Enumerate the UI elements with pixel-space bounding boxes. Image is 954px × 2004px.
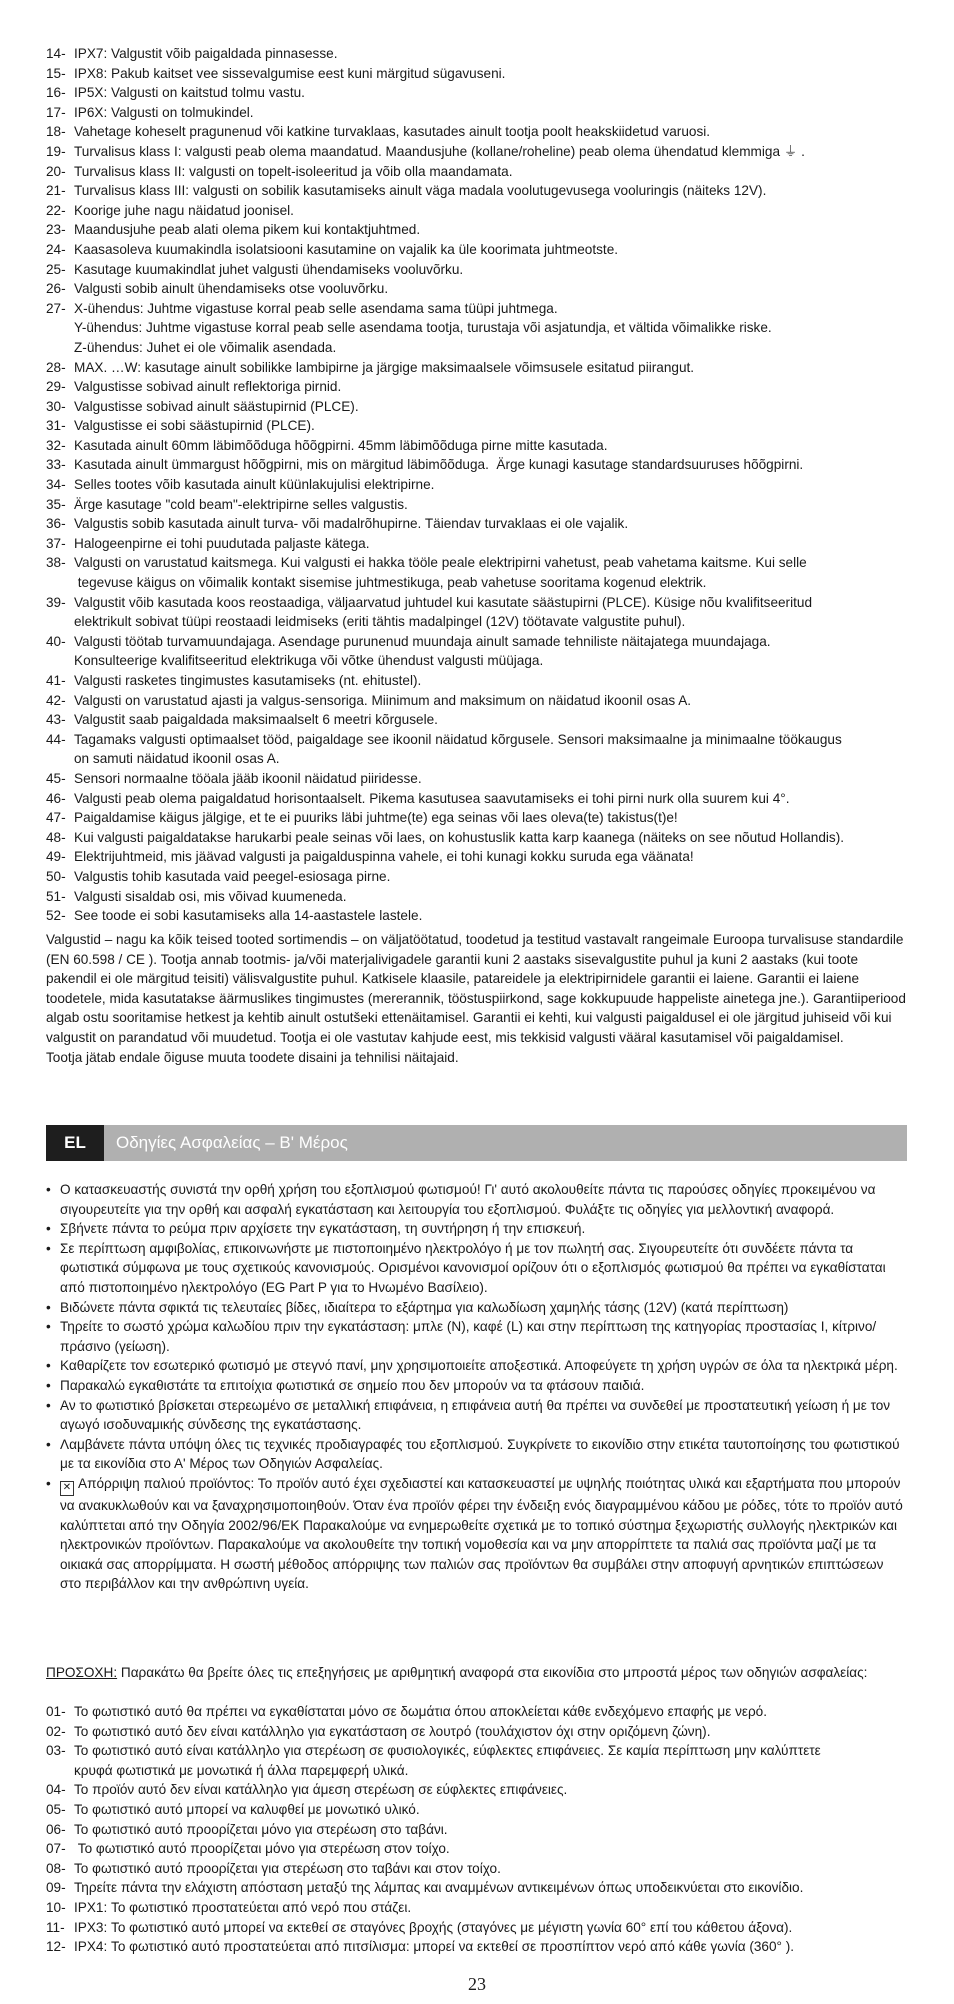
item-number: 48-	[46, 829, 66, 845]
greek-list-item	[46, 1839, 906, 1859]
item-text: Valgusti töötab turvamuundajaga. Asendage purunenud muundaja ainult samade tehniliste näitajatega muundajaga. Konsulteerige kvalifitseeritud elektrikuga või võtke ühendust valgusti müüjaga.	[74, 633, 771, 669]
language-code-badge: EL	[46, 1125, 104, 1161]
item-number: 35-	[46, 496, 66, 512]
item-text: Τηρείτε πάντα την ελάχιστη απόσταση μεταξύ της λάμπας και αναμμένων αντικειμένων όπως υποδεικνύεται στο εικονίδιο.	[74, 1880, 804, 1896]
item-number: 30-	[46, 398, 66, 414]
item-number: 32-	[46, 437, 66, 453]
greek-bullet-item	[46, 1180, 906, 1219]
item-text: IPX3: Το φωτιστικό αυτό μπορεί να εκτεθεί σε σταγόνες βροχής (σταγόνες με μέγιστη γωνία 60° επί του κάθετου άξονα).	[74, 1919, 793, 1935]
item-number: 47-	[46, 810, 66, 826]
greek-bullet-item	[46, 1435, 906, 1474]
greek-bullet-item	[46, 1298, 906, 1318]
item-text: IPX4: Το φωτιστικό αυτό προστατεύεται από πιτσίλισμα: μπορεί να εκτεθεί σε προσπίπτον νερό από κάθε γωνία (360° ).	[74, 1939, 795, 1955]
item-text: Valgusti rasketes tingimustes kasutamiseks (nt. ehitustel).	[74, 673, 422, 688]
bullet-text: Αν το φωτιστικό βρίσκεται στερεωμένο σε μεταλλική επιφάνεια, η επιφάνεια αυτή θα πρέπει να συνδεθεί με προστατευτική γείωση ή με τον αγωγό ισοδυναμικής σύνδεσης της εγκατάστασης.	[60, 1397, 891, 1433]
item-number: 36-	[46, 516, 66, 532]
estonian-list-item	[46, 632, 906, 671]
item-number: 52-	[46, 908, 66, 924]
estonian-list-item	[46, 710, 906, 730]
item-number: 04-	[46, 1782, 66, 1798]
estonian-list-item	[46, 64, 906, 84]
item-text: Vahetage koheselt pragunenud või katkine turvaklaas, kasutades ainult tootja poolt heakskiidetud varuosi.	[74, 124, 711, 140]
estonian-list-item	[46, 122, 906, 142]
greek-bullet-item	[46, 1474, 906, 1594]
estonian-list-item	[46, 475, 906, 495]
bullet-marker: •	[46, 1240, 51, 1256]
item-text: Το φωτιστικό αυτό δεν είναι κατάλληλο για εγκατάσταση σε λουτρό (τουλάχιστον όχι στην οριζόμενη ζώνη).	[74, 1723, 711, 1739]
item-text: MAX. …W: kasutage ainult sobilikke lambipirne ja järgige maksimaalsele võimsusele esitatud piirangut.	[74, 359, 695, 375]
item-text: Valgustisse ei sobi säästupirnid (PLCE).	[74, 418, 315, 434]
item-number: 49-	[46, 849, 66, 865]
estonian-list-item	[46, 44, 906, 64]
bullet-text: Καθαρίζετε τον εσωτερικό φωτισμό με στεγνό πανί, μην χρησιμοποιείτε αποξεστικά. Αποφεύγετε τη χρήση υγρών σε όλα τα ηλεκτρικά μέρη.	[60, 1358, 898, 1374]
greek-bullet-list	[46, 1180, 906, 1594]
item-number: 34-	[46, 477, 66, 493]
section-header-band	[46, 1125, 907, 1161]
item-number: 14-	[46, 46, 66, 61]
item-number: 40-	[46, 633, 66, 649]
bullet-marker: •	[46, 1377, 51, 1393]
greek-bullet-item	[46, 1396, 906, 1435]
item-number: 31-	[46, 418, 66, 434]
greek-numbered-list	[46, 1702, 906, 1957]
estonian-list-item	[46, 397, 906, 417]
greek-note	[46, 1663, 906, 1683]
item-text: Paigaldamise käigus jälgige, et te ei puuriks läbi juhtme(te) ega seinas või laes oleva(te) takistus(t)e!	[74, 810, 678, 826]
item-text: Valgusti on varustatud kaitsmega. Kui valgusti ei hakka tööle peale elektripirni vahetust, peab vahetama kaitsme. Kui selle tegevuse käigus on võimalik kontakt sisemise juhtmestikuga, peab vahetuse sooritama kogenud elektrik.	[74, 555, 807, 591]
estonian-list-item	[46, 162, 906, 182]
greek-list-item	[46, 1820, 906, 1840]
greek-list-item	[46, 1898, 906, 1918]
bullet-text: Τηρείτε το σωστό χρώμα καλωδίου πριν την εγκατάσταση: μπλε (N), καφέ (L) και στην περίπτωση της κατηγορίας προστασίας I, κίτρινο/ πράσινο (γείωση).	[60, 1319, 877, 1354]
item-number: 29-	[46, 379, 66, 395]
bullet-text: Απόρριψη παλιού προϊόντος: Το προϊόν αυτό έχει σχεδιαστεί και κατασκευαστεί με υψηλής ποιότητας υλικά και εξαρτήματα που μπορούν να ανακυκλωθούν και να ξαναχρησιμοποιηθούν. Όταν ένα προϊόν φέρει την ένδειξη ενός διαγραμμένου κάδου με ρόδες, τότε το προϊόν αυτό καλύπτεται από την Οδηγία 2002/96/EK Παρακαλούμε να ενημερωθείτε σχετικά με το τοπικό σύστημα ξεχωριστής συλλογής ηλεκτρικών και ηλεκτρονικών προϊόντων. Παρακαλούμε να ακολουθείτε την τοπική νομοθεσία και να μην απορρίπτετε τα παλιά σας προϊόντα μαζί με τα οικιακά σας απορρίμματα. Η σωστή μέθοδος απόρριψης των παλιών σας προϊόντων θα συμβάλει στην αποφυγή αρνητικών επιπτώσεων στο περιβάλλον και την ανθρώπινη υγεία.	[60, 1475, 903, 1592]
item-number: 18-	[46, 124, 66, 140]
item-number: 44-	[46, 731, 66, 747]
item-text: Το φωτιστικό αυτό προορίζεται μόνο για στερέωση στον τοίχο.	[74, 1841, 450, 1857]
item-number: 09-	[46, 1880, 66, 1896]
item-text: IPX7: Valgustit võib paigaldada pinnasesse.	[74, 46, 338, 61]
item-text: Valgusti sobib ainult ühendamiseks otse vooluvõrku.	[74, 281, 389, 297]
greek-list-item	[46, 1780, 906, 1800]
item-text: IPX8: Pakub kaitset vee sissevalgumise eest kuni märgitud sügavuseni.	[74, 65, 506, 81]
bullet-marker: •	[46, 1397, 51, 1413]
item-number: 38-	[46, 555, 66, 571]
item-number: 05-	[46, 1801, 66, 1817]
bullet-marker: •	[46, 1436, 51, 1452]
estonian-list-item	[46, 534, 906, 554]
item-number: 01-	[46, 1704, 66, 1719]
greek-list-item	[46, 1800, 906, 1820]
item-text: See toode ei sobi kasutamiseks alla 14-aastastele lastele.	[74, 908, 423, 924]
estonian-list-item	[46, 671, 906, 691]
item-text: IPX1: Το φωτιστικό προστατεύεται από νερό που στάζει.	[74, 1899, 412, 1915]
estonian-list-item	[46, 299, 906, 358]
greek-bullet-item	[46, 1239, 906, 1298]
item-text: Kasutage kuumakindlat juhet valgusti ühendamiseks vooluvõrku.	[74, 261, 464, 277]
item-number: 20-	[46, 163, 66, 179]
estonian-list-item	[46, 103, 906, 123]
item-text: Το φωτιστικό αυτό θα πρέπει να εγκαθίσταται μόνο σε δωμάτια όπου αποκλείεται κάθε ενδεχόμενο επαφής με νερό.	[74, 1704, 768, 1719]
item-text: Sensori normaalne tööala jääb ikoonil näidatud piiridesse.	[74, 770, 422, 786]
bullet-text: Ο κατασκευαστής συνιστά την ορθή χρήση του εξοπλισμού φωτισμού! Γι' αυτό ακολουθείτε πάντα τις παρούσες οδηγίες προκειμένου να σιγουρευτείτε για την ορθή και ασφαλή εγκατάσταση και λειτουργία του εξοπλισμού. Φυλάξτε τις οδηγίες για μελλοντική αναφορά.	[60, 1182, 876, 1217]
item-number: 17-	[46, 104, 66, 120]
warranty-paragraph: Valgustid – nagu ka kõik teised tooted sortimendis – on väljatöötatud, toodetud ja testitud vastavalt rangeimale Euroopa turvalisuse standardile (EN 60.598 / CE ). Tootja annab tootmis- ja/või materjalivigadele garantii kuni 2 aastaks sisevalgustite puhul ja kuni 2 aastaks (kui toote pakendil ei ole märgitud teisiti) välisvalgustite puhul. Katkisele klaasile, patareidele ja elektripirnidele garantii ei laiene. Garantii ei laiene toodetele, mida kasutatakse äärmuslikes tingimustes (mererannik, tööstuspiirkond, sage kokkupuude happeliste ainetega jne.). Garantiiperiood algab ostu sooritamise hetkest ja kehtib ainult ostutšeki ettenäitamisel. Garantii ei kehti, kui valgusti paigaldusel ei ole järgitud juhiseid või kui valgustit on parandatud või muudetud. Tootja ei ole vastutav kahjude eest, mis tekkisid valgusti vääral kasutamisel või paigaldamisel.	[46, 932, 906, 1045]
greek-bullet-item	[46, 1356, 906, 1376]
section-title: Οδηγίες Ασφαλείας – Β' Μέρος	[116, 1133, 348, 1152]
item-number: 50-	[46, 868, 66, 884]
item-text: Το φωτιστικό αυτό προορίζεται για στερέωση στο ταβάνι και στον τοίχο.	[74, 1860, 501, 1876]
item-text: Valgustit saab paigaldada maksimaalselt 6 meetri kõrgusele.	[74, 712, 438, 728]
greek-list-item	[46, 1918, 906, 1938]
estonian-list-item	[46, 887, 906, 907]
greek-list-item	[46, 1741, 906, 1780]
estonian-list-item	[46, 906, 906, 926]
item-text: Το προϊόν αυτό δεν είναι κατάλληλο για άμεση στερέωση σε εύφλεκτες επιφάνειες.	[74, 1782, 568, 1798]
crossed-bin-icon: ✕	[60, 1481, 74, 1496]
item-number: 16-	[46, 85, 66, 101]
greek-list-item	[46, 1702, 906, 1722]
item-text: Turvalisus klass I: valgusti peab olema maandatud. Maandusjuhe (kollane/roheline) peab olema ühendatud klemmiga ⏚ .	[74, 143, 805, 159]
estonian-list-item	[46, 181, 906, 201]
item-text: Kaasasoleva kuumakindla isolatsiooni kasutamine on vajalik ka üle koorimata juhtmeotste.	[74, 241, 619, 257]
estonian-list-item	[46, 847, 906, 867]
item-text: Το φωτιστικό αυτό είναι κατάλληλο για στερέωση σε φυσιολογικές, εύφλεκτες επιφάνειες. Σε καμία περίπτωση μην καλύπτετε κρυφά φωτιστικά με μονωτικά ή άλλα παρεμφερή υλικά.	[74, 1743, 821, 1778]
greek-list-item	[46, 1878, 906, 1898]
bullet-marker: •	[46, 1358, 51, 1374]
item-number: 15-	[46, 65, 66, 81]
estonian-list-item	[46, 260, 906, 280]
item-number: 23-	[46, 222, 66, 238]
item-number: 27-	[46, 300, 66, 316]
item-number: 10-	[46, 1899, 66, 1915]
item-text: Valgustisse sobivad ainult reflektoriga pirnid.	[74, 379, 342, 395]
item-text: Koorige juhe nagu näidatud joonisel.	[74, 202, 294, 218]
item-text: IP6X: Valgusti on tolmukindel.	[74, 104, 254, 120]
item-text: X-ühendus: Juhtme vigastuse korral peab selle asendama sama tüüpi juhtmega. Y-ühendus: Juhtme vigastuse korral peab selle asendama tootja, turustaja või asjatundja, et vältida võimalikke riske. Z-ühendus: Juhet ei ole võimalik asendada.	[74, 300, 772, 355]
item-number: 28-	[46, 359, 66, 375]
item-number: 02-	[46, 1723, 66, 1739]
item-number: 26-	[46, 281, 66, 297]
item-text: Maandusjuhe peab alati olema pikem kui kontaktjuhtmed.	[74, 222, 421, 238]
item-text: Το φωτιστικό αυτό προορίζεται μόνο για στερέωση στο ταβάνι.	[74, 1821, 448, 1837]
item-number: 45-	[46, 770, 66, 786]
estonian-list-item	[46, 495, 906, 515]
bullet-text: Βιδώνετε πάντα σφικτά τις τελευταίες βίδες, ιδιαίτερα το εξάρτημα για καλωδίωση χαμηλής τάσης (12V) (κατά περίπτωση)	[60, 1299, 789, 1315]
rights-reserved-line: Tootja jätab endale õiguse muuta toodete disaini ja tehnilisi näitajaid.	[46, 1049, 459, 1065]
item-number: 51-	[46, 888, 66, 904]
estonian-list-item	[46, 142, 906, 162]
estonian-list-item	[46, 691, 906, 711]
estonian-list-item	[46, 553, 906, 592]
greek-list-item	[46, 1722, 906, 1742]
estonian-list-item	[46, 593, 906, 632]
estonian-list-item	[46, 279, 906, 299]
item-number: 41-	[46, 673, 66, 688]
item-number: 11-	[46, 1919, 65, 1935]
item-text: Ärge kasutage "cold beam"-elektripirne selles valgustis.	[74, 496, 408, 512]
item-number: 46-	[46, 790, 66, 806]
estonian-list-item	[46, 828, 906, 848]
item-number: 07-	[46, 1841, 66, 1857]
estonian-list-item	[46, 201, 906, 221]
item-text: Valgustisse sobivad ainult säästupirnid (PLCE).	[74, 398, 359, 414]
item-text: Valgustis sobib kasutada ainult turva- või madalrõhupirne. Täiendav turvaklaas ei ole vajalik.	[74, 516, 629, 532]
item-number: 19-	[46, 143, 66, 159]
item-text: Kui valgusti paigaldatakse harukarbi peale seinas või laes, on kohustuslik katta karp kaanega (näiteks on see nõutud Hollandis).	[74, 829, 845, 845]
item-number: 12-	[46, 1939, 66, 1955]
item-text: IP5X: Valgusti on kaitstud tolmu vastu.	[74, 85, 305, 101]
item-number: 39-	[46, 594, 66, 610]
estonian-list-item	[46, 358, 906, 378]
bullet-text: Σβήνετε πάντα το ρεύμα πριν αρχίσετε την εγκατάσταση, τη συντήρηση ή την επισκευή.	[60, 1221, 586, 1237]
item-text: Kasutada ainult 60mm läbimõõduga hõõgpirni. 45mm läbimõõduga pirne mitte kasutada.	[74, 437, 608, 453]
greek-list-item	[46, 1859, 906, 1879]
item-number: 06-	[46, 1821, 66, 1837]
item-number: 25-	[46, 261, 66, 277]
estonian-list-item	[46, 730, 906, 769]
bullet-text: Λαμβάνετε πάντα υπόψη όλες τις τεχνικές προδιαγραφές του εξοπλισμού. Συγκρίνετε το εικονίδιο στην ετικέτα ταυτοποίησης του φωτιστικού με τα εικονίδια στο Α' Μέρος των Οδηγιών Ασφαλείας.	[60, 1436, 900, 1472]
estonian-list-item	[46, 455, 906, 475]
item-text: Valgustis tohib kasutada vaid peegel-esiosaga pirne.	[74, 868, 391, 884]
estonian-warranty-section	[46, 930, 906, 1067]
item-text: Valgustit võib kasutada koos reostaadiga, väljaarvatud juhtudel kui kasutate säästupirni (PLCE). Küsige nõu kvalifitseeritud elektrikult sobivat tüüpi reostaadi leidmiseks (eriti tähtis madalpingel (12V) töötavate valgustite puhul).	[74, 594, 813, 630]
item-text: Halogeenpirne ei tohi puudutada paljaste kätega.	[74, 535, 370, 551]
greek-list-item	[46, 1937, 906, 1957]
bullet-text: Παρακαλώ εγκαθιστάτε τα επιτοίχια φωτιστικά σε σημείο που δεν μπορούν να τα φτάσουν παιδιά.	[60, 1377, 645, 1393]
item-number: 43-	[46, 712, 66, 728]
page-number: 23	[468, 1974, 486, 1994]
item-text: Selles tootes võib kasutada ainult küünlakujulisi elektripirne.	[74, 477, 435, 493]
estonian-list-item	[46, 83, 906, 103]
item-text: Το φωτιστικό αυτό μπορεί να καλυφθεί με μονωτικό υλικό.	[74, 1801, 420, 1817]
greek-bullet-item	[46, 1376, 906, 1396]
estonian-list-item	[46, 220, 906, 240]
bullet-marker: •	[46, 1299, 51, 1315]
estonian-list-item	[46, 867, 906, 887]
greek-bullet-item	[46, 1219, 906, 1239]
item-number: 42-	[46, 692, 66, 708]
item-number: 08-	[46, 1860, 66, 1876]
estonian-list-item	[46, 436, 906, 456]
item-number: 37-	[46, 535, 66, 551]
item-text: Valgusti sisaldab osi, mis võivad kuumeneda.	[74, 888, 347, 904]
item-text: Valgusti on varustatud ajasti ja valgus-sensoriga. Miinimum and maksimum on näidatud ikoonil osas A.	[74, 692, 692, 708]
estonian-list-item	[46, 240, 906, 260]
estonian-list-item	[46, 377, 906, 397]
item-text: Elektrijuhtmeid, mis jäävad valgusti ja paigalduspinna vahele, ei tohi kunagi kokku suruda ega väänata!	[74, 849, 694, 865]
item-text: Turvalisus klass II: valgusti on topelt-isoleeritud ja võib olla maandamata.	[74, 163, 513, 179]
item-text: Valgusti peab olema paigaldatud horisontaalselt. Pikema kasutusea saavutamiseks ei tohi pirni nurk olla suurem kui 4°.	[74, 790, 790, 806]
estonian-list-item	[46, 789, 906, 809]
greek-bullet-item	[46, 1317, 906, 1356]
bullet-text: Σε περίπτωση αμφιβολίας, επικοινωνήστε με πιστοποιημένο ηλεκτρολόγο ή με τον πωλητή σας. Σιγουρευτείτε ότι συνδέετε πάντα τα φωτιστικά σύμφωνα με τους σχετικούς κανονισμούς. Ορισμένοι κανονισμοί ορίζουν ότι ο εξοπλισμός φωτισμού θα πρέπει να εγκαθίσταται από πιστοποιημένο ηλεκτρολόγο (EG Part P για το Ηνωμένο Βασίλειο).	[60, 1240, 886, 1295]
item-number: 03-	[46, 1743, 66, 1759]
item-text: Turvalisus klass III: valgusti on sobilik kasutamiseks ainult väga madala voolutugevusega vooluringis (näiteks 12V).	[74, 183, 767, 199]
item-text: Tagamaks valgusti optimaalset tööd, paigaldage see ikoonil näidatud kõrgusele. Sensori maksimaalne ja minimaalne töökaugus on samuti näidatud ikoonil osas A.	[74, 731, 842, 767]
bullet-marker: •	[46, 1319, 51, 1335]
estonian-list-item	[46, 769, 906, 789]
item-text: Kasutada ainult ümmargust hõõgpirni, mis on märgitud läbimõõduga. Ärge kunagi kasutage standardsuuruses hõõgpirni.	[74, 457, 804, 473]
item-number: 24-	[46, 241, 66, 257]
note-text: Παρακάτω θα βρείτε όλες τις επεξηγήσεις με αριθμητική αναφορά στα εικονίδια στο μπροστά μέρος των οδηγιών ασφαλείας:	[117, 1665, 868, 1680]
note-label: ΠΡΟΣΟΧΗ:	[46, 1665, 118, 1680]
estonian-list-item	[46, 416, 906, 436]
item-number: 22-	[46, 202, 66, 218]
estonian-list-item	[46, 808, 906, 828]
bullet-marker: •	[46, 1182, 51, 1197]
estonian-numbered-list	[46, 44, 906, 926]
item-number: 33-	[46, 457, 66, 473]
bullet-marker: •	[46, 1475, 51, 1491]
estonian-list-item	[46, 514, 906, 534]
bullet-marker: •	[46, 1221, 51, 1237]
item-number: 21-	[46, 183, 66, 199]
